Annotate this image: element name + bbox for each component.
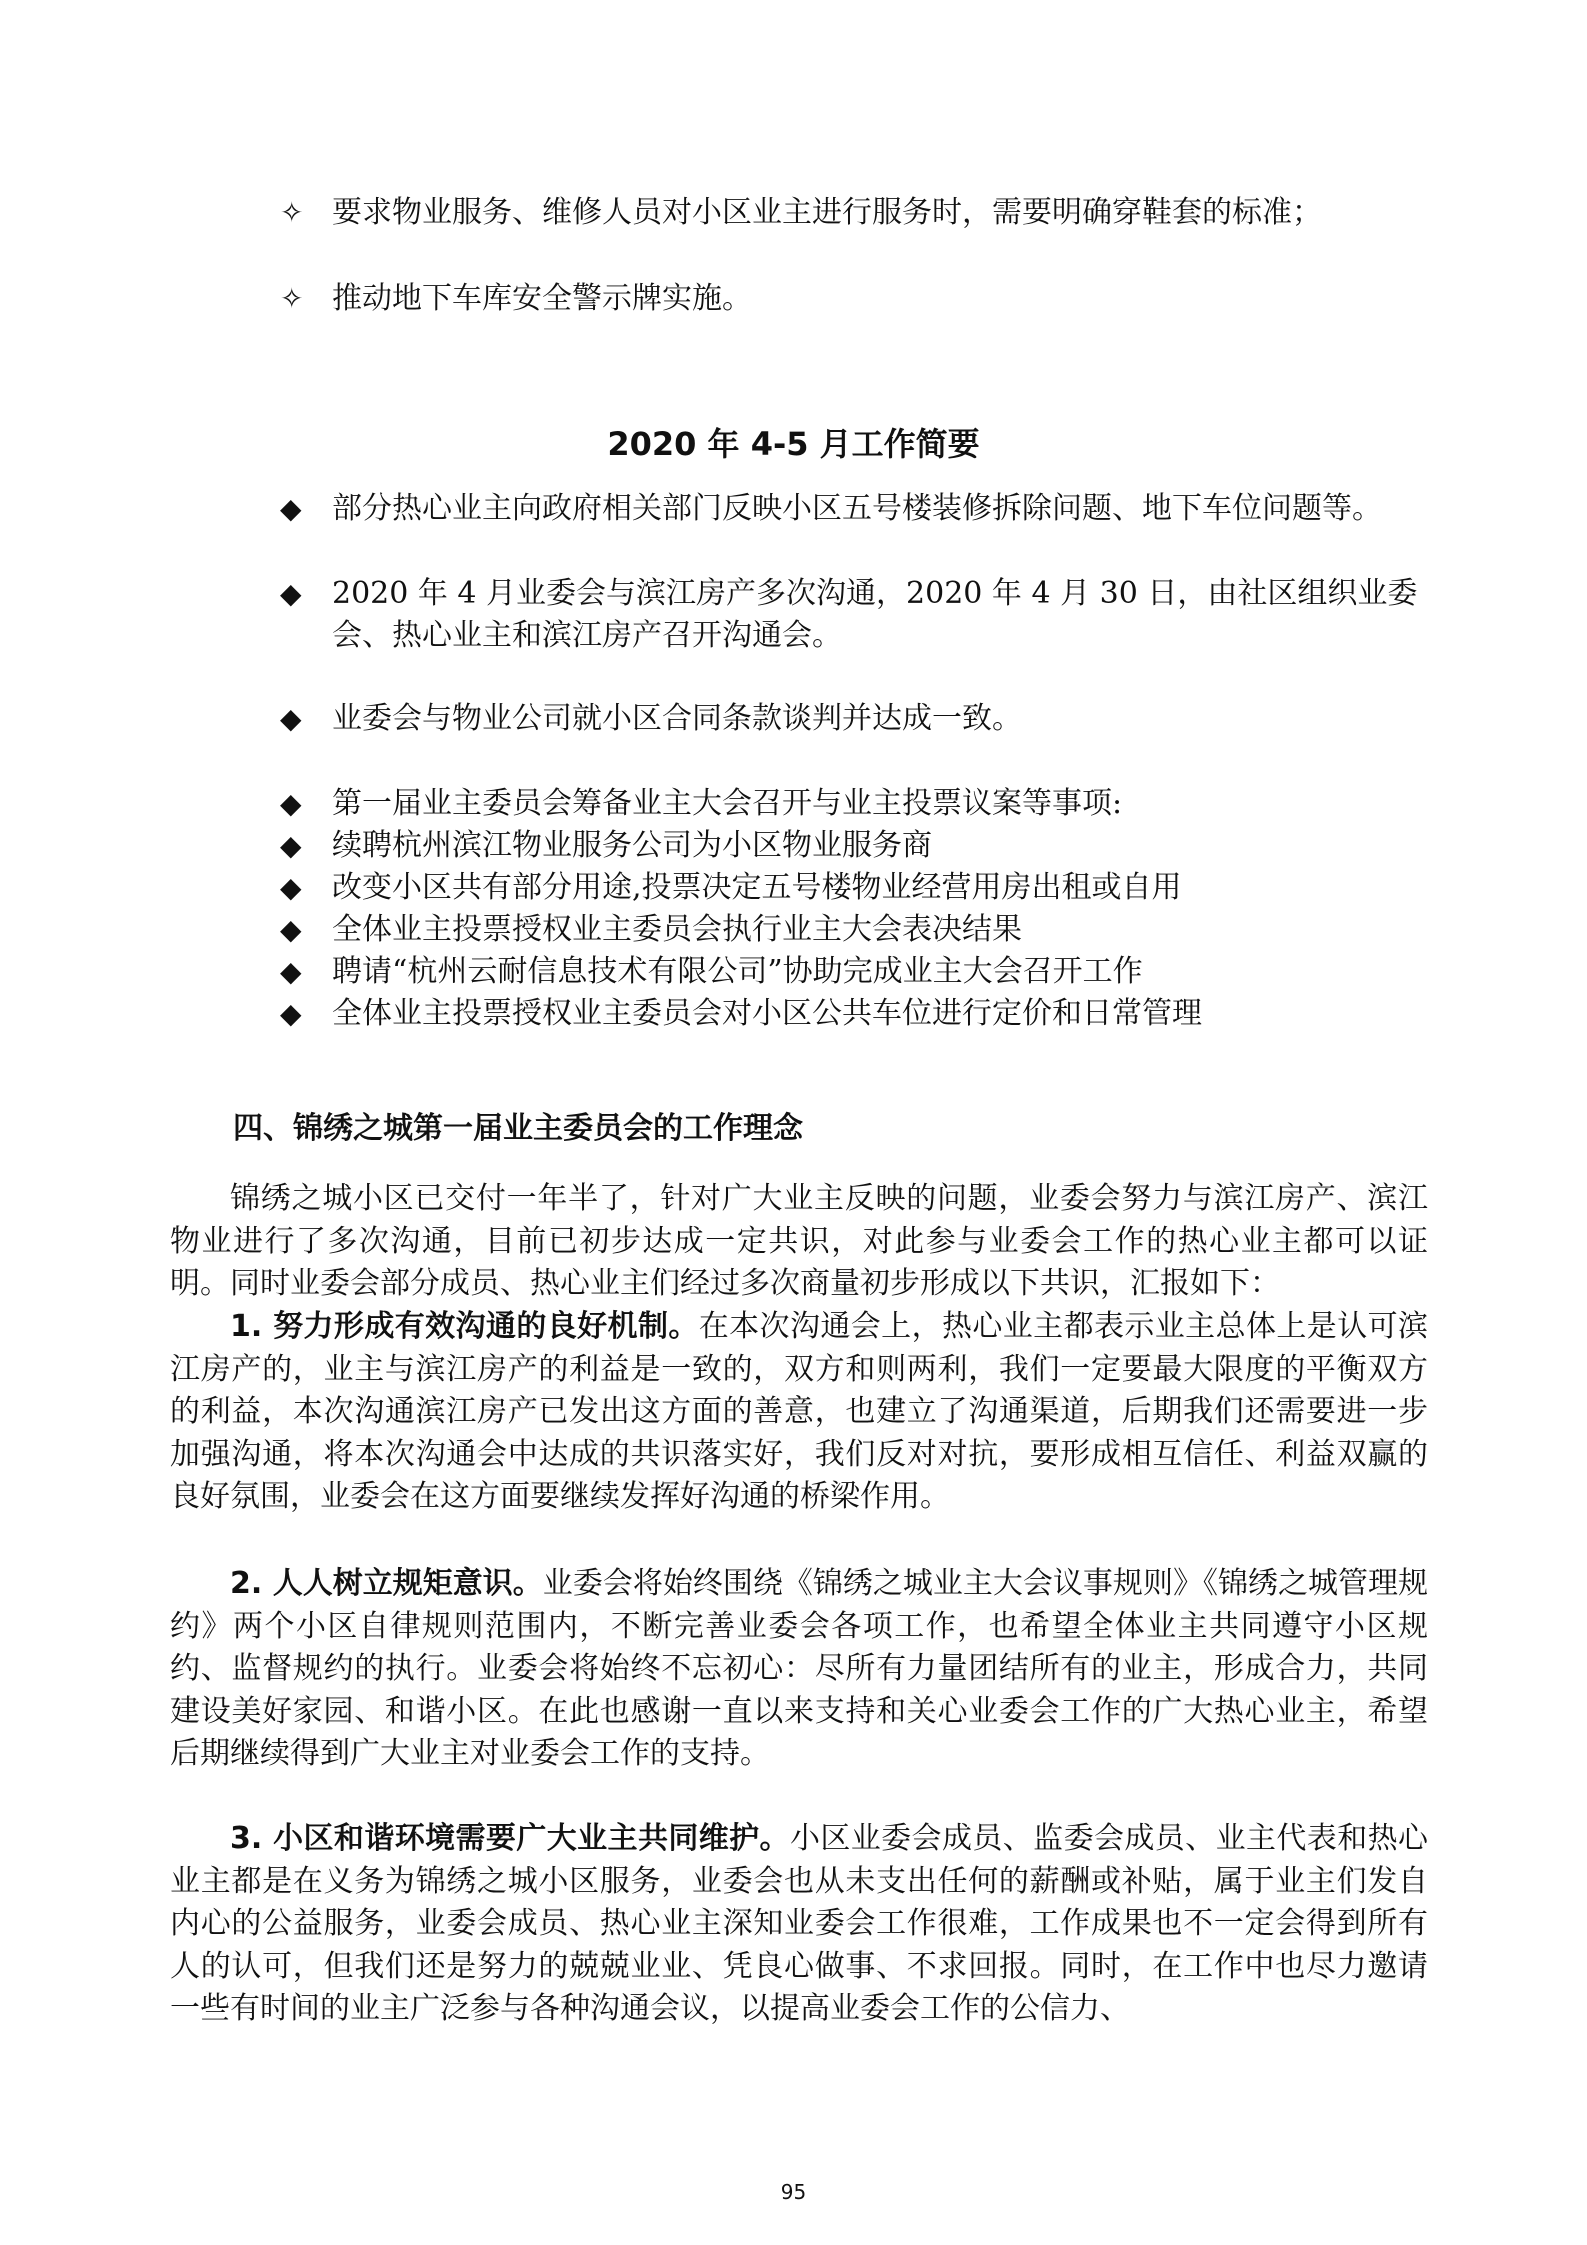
page-number: 95 bbox=[780, 2180, 807, 2204]
list-item bbox=[280, 488, 1430, 530]
list-item-text: 改变小区共有部分用途,投票决定五号楼物业经营用房出租或自用 bbox=[332, 870, 1182, 905]
point-paragraph bbox=[170, 1563, 1428, 1776]
list-item bbox=[280, 909, 1430, 951]
point-body: 在本次沟通会上，热心业主都表示业主总体上是认可滨江房产的，业主与滨江房产的利益是一致的，双方和则两利，我们一定要最大限度的平衡双方的利益，本次沟通滨江房产已发出这方面的善意，也建立了沟通渠道，后期我们还需要进一步加强沟通，将本次沟通会中达成的共识落实好，我们反对对抗，要形成相互信任、利益双赢的良好氛围，业委会在这方面要继续发挥好沟通的桥梁作用。 bbox=[170, 1309, 1428, 1514]
list-item-text: 要求物业服务、维修人员对小区业主进行服务时，需要明确穿鞋套的标准； bbox=[332, 195, 1322, 230]
list-item bbox=[280, 993, 1430, 1035]
diamond-bullet-icon: ◆ bbox=[280, 871, 302, 904]
section-title: 四、锦绣之城第一届业主委员会的工作理念 bbox=[233, 1111, 803, 1146]
list-item-text: 全体业主投票授权业主委员会执行业主大会表决结果 bbox=[332, 912, 1022, 947]
list-item bbox=[280, 192, 1430, 234]
list-item bbox=[280, 698, 1430, 740]
list-item bbox=[280, 783, 1430, 825]
list-item bbox=[280, 825, 1430, 867]
summary-heading: 2020 年 4-5 月工作简要 bbox=[607, 425, 980, 463]
outline-star-bullet-icon: ✧ bbox=[280, 282, 304, 315]
list-item-text: 续聘杭州滨江物业服务公司为小区物业服务商 bbox=[332, 828, 932, 863]
diamond-bullet-icon: ◆ bbox=[280, 955, 302, 988]
list-item-text: 第一届业主委员会筹备业主大会召开与业主投票议案等事项: bbox=[332, 786, 1123, 821]
list-item-text: 推动地下车库安全警示牌实施。 bbox=[332, 281, 752, 316]
point-body: 小区业委会成员、监委会成员、业主代表和热心业主都是在义务为锦绣之城小区服务，业委会也从未支出任何的薪酬或补贴，属于业主们发自内心的公益服务，业委会成员、热心业主深知业委会工作很难，工作成果也不一定会得到所有人的认可，但我们还是努力的兢兢业业、凭良心做事、不求回报。同时，在工作中也尽力邀请一些有时间的业主广泛参与各种沟通会议，以提高业委会工作的公信力、 bbox=[170, 1821, 1428, 2026]
point-paragraph bbox=[170, 1306, 1428, 1519]
diamond-bullet-icon: ◆ bbox=[280, 829, 302, 862]
point-lead: 2. 人人树立规矩意识。 bbox=[230, 1566, 543, 1601]
list-item-text: 部分热心业主向政府相关部门反映小区五号楼装修拆除问题、地下车位问题等。 bbox=[332, 491, 1382, 526]
diamond-bullet-icon: ◆ bbox=[280, 997, 302, 1030]
diamond-bullet-icon: ◆ bbox=[280, 577, 302, 610]
list-item bbox=[280, 951, 1430, 993]
diamond-bullet-icon: ◆ bbox=[280, 913, 302, 946]
point-paragraph bbox=[170, 1818, 1428, 2031]
point-body: 业委会将始终围绕《锦绣之城业主大会议事规则》《锦绣之城管理规约》两个小区自律规则范围内，不断完善业委会各项工作，也希望全体业主共同遵守小区规约、监督规约的执行。业委会将始终不忘初心：尽所有力量团结所有的业主，形成合力，共同建设美好家园、和谐小区。在此也感谢一直以来支持和关心业委会工作的广大热心业主，希望后期继续得到广大业主对业委会工作的支持。 bbox=[170, 1566, 1429, 1771]
list-item bbox=[280, 867, 1430, 909]
point-lead: 3. 小区和谐环境需要广大业主共同维护。 bbox=[230, 1821, 790, 1856]
diamond-bullet-icon: ◆ bbox=[280, 787, 302, 820]
intro-paragraph: 锦绣之城小区已交付一年半了，针对广大业主反映的问题，业委会努力与滨江房产、滨江物业进行了多次沟通，目前已初步达成一定共识，对此参与业委会工作的热心业主都可以证明。同时业委会部分成员、热心业主们经过多次商量初步形成以下共识，汇报如下： bbox=[170, 1181, 1428, 1301]
point-lead: 1. 努力形成有效沟通的良好机制。 bbox=[230, 1309, 699, 1344]
diamond-bullet-icon: ◆ bbox=[280, 702, 302, 735]
list-item bbox=[280, 278, 1430, 320]
diamond-bullet-icon: ◆ bbox=[280, 492, 302, 525]
list-item-text: 全体业主投票授权业主委员会对小区公共车位进行定价和日常管理 bbox=[332, 996, 1202, 1031]
list-item-text: 业委会与物业公司就小区合同条款谈判并达成一致。 bbox=[332, 701, 1022, 736]
list-item-text: 聘请“杭州云耐信息技术有限公司”协助完成业主大会召开工作 bbox=[332, 954, 1143, 989]
list-item-text: 2020 年 4 月业委会与滨江房产多次沟通，2020 年 4 月 30 日，由社区组织业委会、热心业主和滨江房产召开沟通会。 bbox=[332, 576, 1418, 653]
outline-star-bullet-icon: ✧ bbox=[280, 196, 304, 229]
list-item bbox=[280, 573, 1430, 657]
